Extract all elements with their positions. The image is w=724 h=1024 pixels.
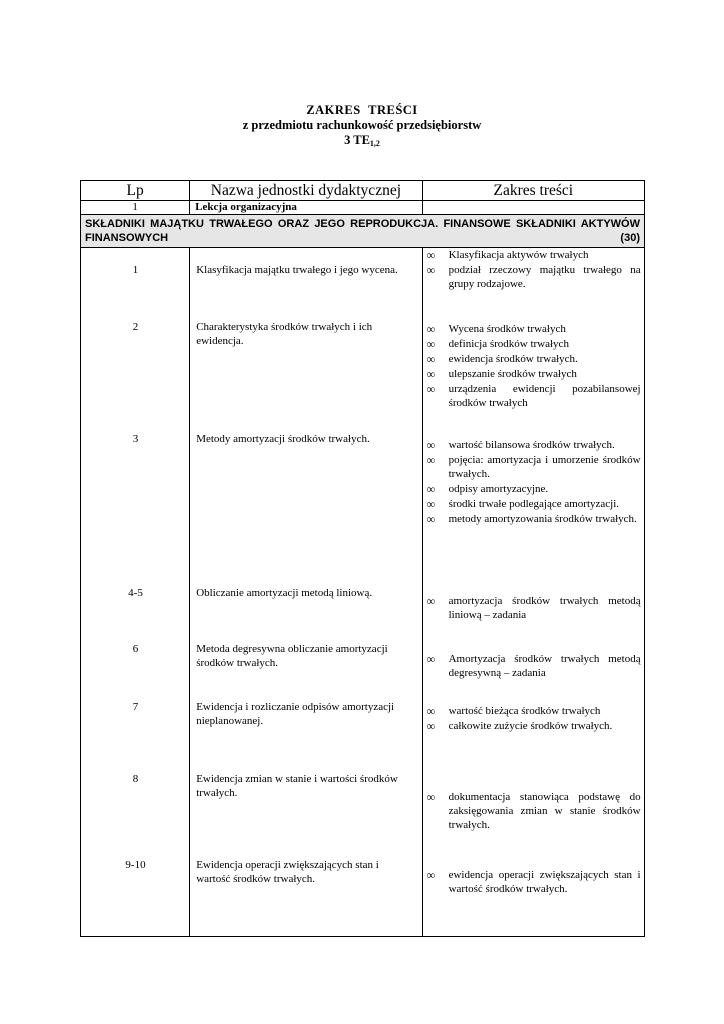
infinity-bullet-icon: ∞ [426, 594, 436, 608]
infinity-bullet-icon: ∞ [426, 512, 436, 526]
list-item: ∞ pojęcia: amortyzacja i umorzenie środków trwałych. [426, 453, 641, 480]
section-heading: SKŁADNIKI MAJĄTKU TRWAŁEGO ORAZ JEGO REPRODUKCJA. FINANSOWE SKŁADNIKI AKTYWÓW FINANSOWYCH (30) [81, 215, 645, 248]
table-header-row [81, 181, 645, 201]
unit-lp: 7 [132, 701, 139, 713]
list-item: ∞ podział rzeczowy majątku trwałego na grupy rodzajowe. [426, 263, 641, 290]
unit-name: Ewidencja operacji zwiększających stan i wartość środków trwałych. [196, 859, 379, 885]
infinity-bullet-icon: ∞ [426, 453, 436, 467]
list-item: ∞ urządzenia ewidencji pozabilansowej środków trwałych [426, 382, 641, 409]
org-lp: 1 [81, 201, 190, 215]
title-line-2: z przedmiotu rachunkowość przedsiębiorstw [242, 118, 482, 132]
title-line-3: 3 $TE_{1,2}$ [344, 133, 380, 148]
unit-name: Metoda degresywna obliczanie amortyzacji środków trwałych. [196, 643, 388, 669]
infinity-bullet-icon: ∞ [426, 367, 436, 381]
unit-lp: 8 [132, 773, 139, 785]
list-item: ∞ Klasyfikacja aktywów trwałych [426, 248, 589, 262]
infinity-bullet-icon: ∞ [426, 322, 436, 336]
scope-column [422, 248, 644, 937]
list-item: ∞ środki trwałe podlegające amortyzacji. [426, 497, 620, 511]
unit-lp: 6 [132, 643, 139, 655]
header-lp: Lp [81, 181, 190, 201]
infinity-bullet-icon: ∞ [426, 482, 436, 496]
lp-column [81, 248, 190, 937]
list-item: ∞ ewidencja środków trwałych. [426, 352, 578, 366]
scope-list [426, 248, 641, 292]
infinity-bullet-icon: ∞ [426, 652, 436, 666]
infinity-bullet-icon: ∞ [426, 263, 436, 277]
infinity-bullet-icon: ∞ [426, 248, 436, 262]
unit-name: Ewidencja i rozliczanie odpisów amortyzacji nieplanowanej. [196, 701, 395, 727]
table-row [81, 201, 645, 215]
unit-name: Obliczanie amortyzacji metodą liniową. [196, 587, 373, 599]
unit-lp: 1 [132, 264, 139, 276]
scope-list [426, 438, 641, 527]
list-item: ∞ amortyzacja środków trwałych metodą liniową – zadania [426, 594, 641, 621]
header-name: Nazwa jednostki dydaktycznej [190, 181, 422, 201]
list-item: ∞ odpisy amortyzacyjne. [426, 482, 549, 496]
infinity-bullet-icon: ∞ [426, 382, 436, 396]
infinity-bullet-icon: ∞ [426, 352, 436, 366]
scope-list [426, 868, 641, 897]
org-name: Lekcja organizacyjna [190, 201, 422, 215]
unit-lp: 9-10 [125, 859, 146, 871]
list-item: ∞ metody amortyzowania środków trwałych. [426, 512, 637, 526]
infinity-bullet-icon: ∞ [426, 868, 436, 882]
document-title [0, 103, 724, 151]
list-item: ∞ dokumentacja stanowiąca podstawę do zaksięgowania zmian w stanie środków trwałych. [426, 790, 641, 831]
list-item: ∞ definicja środków trwałych [426, 337, 569, 351]
section-heading-row [81, 215, 645, 248]
list-item: ∞ wartość bilansowa środków trwałych. [426, 438, 615, 452]
list-item: ∞ Amortyzacja środków trwałych metodą degresywną – zadania [426, 652, 641, 679]
list-item: ∞ ewidencja operacji zwiększających stan i wartość środków trwałych. [426, 868, 641, 895]
infinity-bullet-icon: ∞ [426, 704, 436, 718]
unit-name: Metody amortyzacji środków trwałych. [196, 433, 370, 445]
infinity-bullet-icon: ∞ [426, 337, 436, 351]
infinity-bullet-icon: ∞ [426, 497, 436, 511]
unit-lp: 3 [132, 433, 139, 445]
units-body [81, 248, 645, 937]
unit-name: Klasyfikacja majątku trwałego i jego wycena. [196, 264, 398, 276]
list-item: ∞ wartość bieżąca środków trwałych [426, 704, 601, 718]
infinity-bullet-icon: ∞ [426, 719, 436, 733]
content-table [80, 180, 645, 937]
unit-name: Charakterystyka środków trwałych i ich ewidencja. [196, 321, 373, 347]
scope-list [426, 322, 641, 411]
scope-list [426, 652, 641, 681]
list-item: ∞ ulepszanie środków trwałych [426, 367, 577, 381]
list-item: ∞ całkowite zużycie środków trwałych. [426, 719, 613, 733]
infinity-bullet-icon: ∞ [426, 790, 436, 804]
unit-lp: 4-5 [128, 587, 143, 599]
header-scope: Zakres treści [422, 181, 644, 201]
unit-name: Ewidencja zmian w stanie i wartości środków trwałych. [196, 773, 398, 799]
name-column [190, 248, 422, 937]
scope-list [426, 704, 641, 734]
scope-list [426, 594, 641, 623]
infinity-bullet-icon: ∞ [426, 438, 436, 452]
unit-lp: 2 [132, 321, 139, 333]
title-line-1: ZAKRES TREŚCI [306, 103, 418, 117]
scope-list [426, 790, 641, 833]
list-item: ∞ Wycena środków trwałych [426, 322, 566, 336]
